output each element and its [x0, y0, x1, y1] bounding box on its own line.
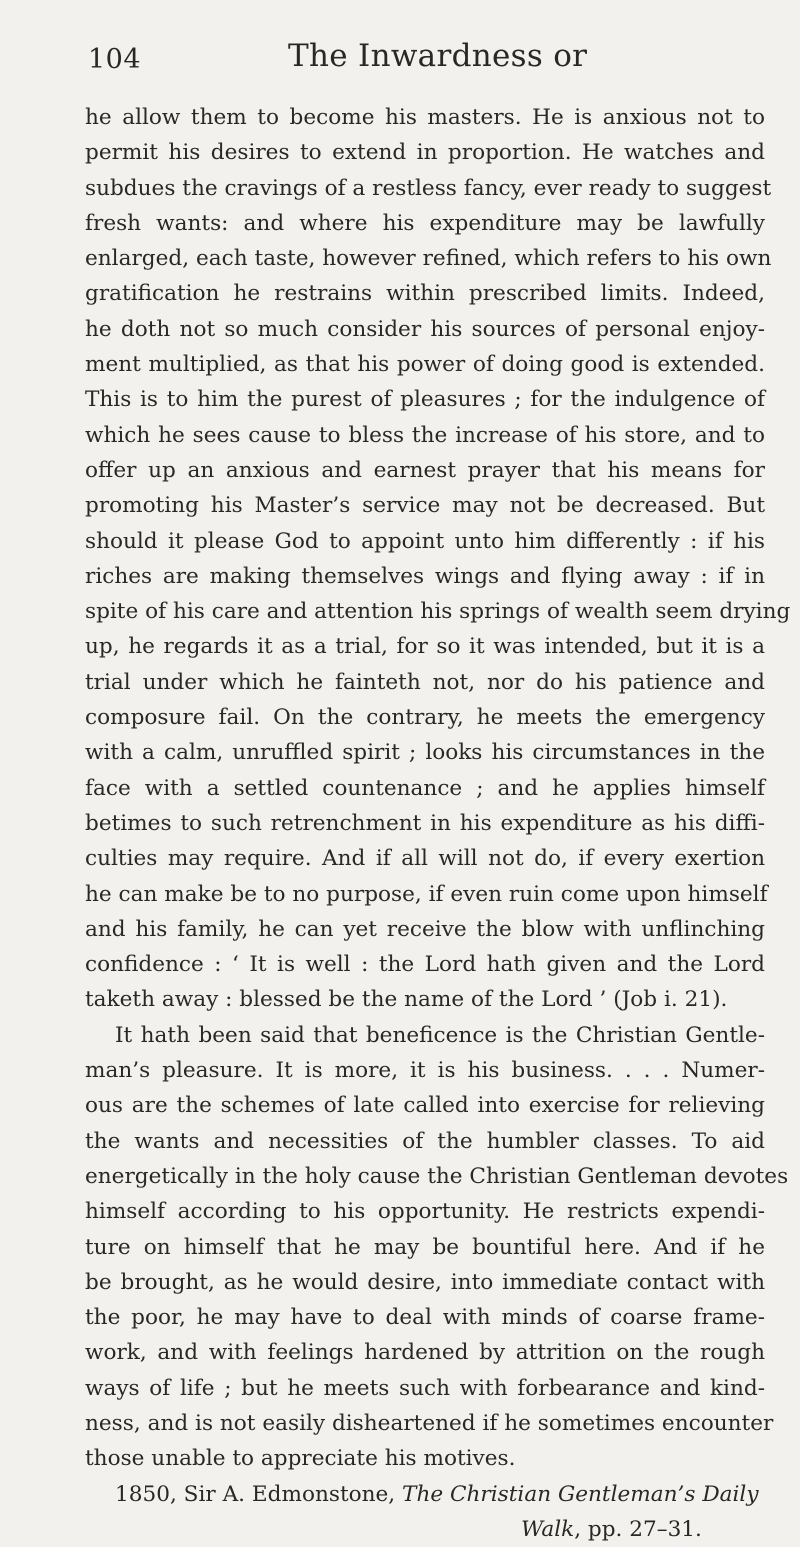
page-number: 104 [88, 44, 142, 75]
text-line: ture on himself that he may be bountiful here. And if he [85, 1234, 765, 1260]
text-line: he allow them to become his masters. He is anxious not to [85, 105, 765, 130]
text-line: riches are making themselves wings and flying away : if in [85, 563, 765, 589]
running-title: The Inwardness or [288, 38, 588, 74]
text-line: It hath been said that beneficence is the Christian Gentle- [115, 1022, 765, 1048]
text-line: work, and with feelings hardened by attrition on the rough [85, 1340, 765, 1366]
text-line: energetically in the holy cause the Christian Gentleman devotes [85, 1163, 789, 1189]
text-line: ness, and is not easily disheartened if he sometimes encounter [85, 1410, 774, 1436]
text-line: which he sees cause to bless the increase of his store, and to [85, 422, 765, 448]
text-line: spite of his care and attention his springs of wealth seem drying [85, 599, 791, 625]
text-line: gratification he restrains within prescribed limits. Indeed, [85, 281, 765, 307]
text-line: with a calm, unruffled spirit ; looks his circumstances in the [85, 740, 765, 766]
text-line: he doth not so much consider his sources of personal enjoy- [85, 316, 765, 342]
text-line: himself according to his opportunity. He restricts expendi- [85, 1199, 765, 1225]
text-line: confidence : ‘ It is well : the Lord hath given and the Lord [85, 952, 765, 978]
text-line: ment multiplied, as that his power of doing good is extended. [85, 352, 765, 378]
text-line: ways of life ; but he meets such with forbearance and kind- [85, 1375, 765, 1401]
text-line: taketh away : blessed be the name of the Lord ’ (Job i. 21). [85, 987, 728, 1013]
text-line: those unable to appreciate his motives. [85, 1446, 516, 1472]
text-line: offer up an anxious and earnest prayer that his means for [85, 457, 765, 483]
text-line: This is to him the purest of pleasures ; for the indulgence of [85, 387, 765, 413]
text-line: promoting his Master’s service may not be decreased. But [85, 493, 765, 519]
text-line: culties may require. And if all will not do, if every exertion [85, 846, 765, 872]
citation-title: The Christian Gentleman’s Daily [402, 1481, 759, 1507]
body-text [85, 100, 791, 1547]
text-line: man’s pleasure. It is more, it is his business. . . . Numer- [85, 1058, 765, 1084]
text-line: up, he regards it as a trial, for so it was intended, but it is a [85, 634, 765, 660]
text-line: trial under which he fainteth not, nor do his patience and [85, 669, 765, 695]
citation-pages: , pp. 27–31. [574, 1516, 702, 1542]
text-line: be brought, as he would desire, into immediate contact with [85, 1269, 765, 1295]
text-line: composure fail. On the contrary, he meets the emergency [85, 705, 765, 731]
text-line: ous are the schemes of late called into exercise for relieving [85, 1093, 765, 1119]
text-line: permit his desires to extend in proportion. He watches and [85, 140, 765, 166]
citation-prefix: 1850, Sir A. Edmonstone, [115, 1481, 403, 1507]
text-line: should it please God to appoint unto him differently : if his [85, 528, 765, 554]
text-line: enlarged, each taste, however refined, which refers to his own [85, 246, 772, 272]
citation-title-continued: Walk [521, 1516, 575, 1542]
text-line: fresh wants: and where his expenditure may be lawfully [85, 210, 765, 236]
text-line: he can make be to no purpose, if even ruin come upon himself [85, 881, 768, 907]
text-line: subdues the cravings of a restless fancy, ever ready to suggest [85, 175, 772, 201]
citation-line [85, 1512, 765, 1547]
text-line: face with a settled countenance ; and he applies himself [85, 775, 765, 801]
text-line: the wants and necessities of the humbler classes. To aid [85, 1128, 765, 1154]
citation-line [85, 1477, 765, 1512]
page-header [88, 38, 738, 88]
text-line: betimes to such retrenchment in his expenditure as his diffi- [85, 810, 765, 836]
text-line: the poor, he may have to deal with minds of coarse frame- [85, 1305, 765, 1331]
text-line: and his family, he can yet receive the blow with unflinching [85, 916, 765, 942]
